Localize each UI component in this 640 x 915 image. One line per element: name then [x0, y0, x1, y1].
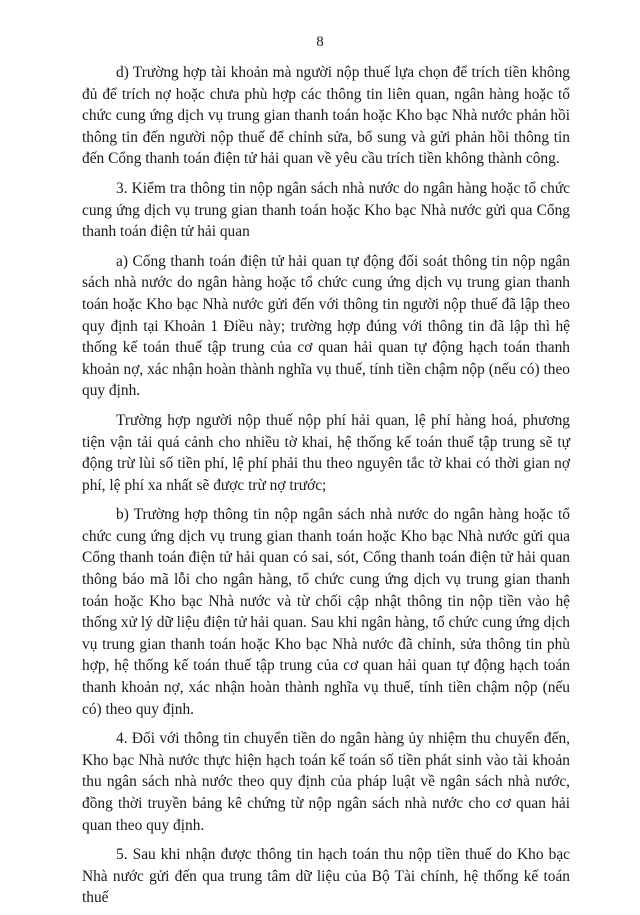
paragraph-3: 3. Kiểm tra thông tin nộp ngân sách nhà nước do ngân hàng hoặc tổ chức cung ứng dịch vụ trung gian thanh toán hoặc Kho bạc Nhà nước gửi qua Cổng thanh toán điện tử hải quan [82, 179, 570, 241]
paragraph-3a: a) Cổng thanh toán điện tử hải quan tự động đối soát thông tin nộp ngân sách nhà nước do ngân hàng hoặc tổ chức cung ứng dịch vụ trung gian thanh toán hoặc Kho bạc Nhà nước gửi đến với thông tin người nộp thuế đã lập theo quy định tại Khoản 1 Điều này; trường hợp đúng với thông tin đã lập thì hệ thống kế toán thuế tập trung của cơ quan hải quan tự động hạch toán thanh khoản nợ, xác nhận hoàn thành nghĩa vụ thuế, tính tiền chậm nộp (nếu có) theo quy định. [82, 252, 570, 400]
paragraph-5: 5. Sau khi nhận được thông tin hạch toán thu nộp tiền thuế do Kho bạc Nhà nước gửi đến qua trung tâm dữ liệu của Bộ Tài chính, hệ thống kế toán thuế [82, 846, 570, 907]
paragraph-1d: d) Trường hợp tài khoản mà người nộp thuế lựa chọn để trích tiền không đủ để trích nợ hoặc chưa phù hợp các thông tin liên quan, ngân hàng hoặc tổ chức cung ứng dịch vụ trung gian thanh toán hoặc Kho bạc Nhà nước phản hồi thông tin đến người nộp thuế để chỉnh sửa, bổ sung và gửi phản hồi thông tin đến Cổng thanh toán điện tử hải quan về yêu cầu trích tiền không thành công. [82, 64, 570, 168]
document-body [82, 62, 570, 915]
paragraph-4: 4. Đối với thông tin chuyển tiền do ngân hàng ủy nhiệm thu chuyển đến, Kho bạc Nhà nước thực hiện hạch toán kế toán số tiền phát sinh vào tài khoản thu ngân sách nhà nước theo quy định của pháp luật về ngân sách nhà nước, đồng thời truyền bảng kê chứng từ nộp ngân sách nhà nước cho cơ quan hải quan theo quy định. [82, 730, 570, 834]
paragraph-fee-case: Trường hợp người nộp thuế nộp phí hải quan, lệ phí hàng hoá, phương tiện vận tải quá cảnh cho nhiều tờ khai, hệ thống kế toán thuế tập trung sẽ tự động trừ lùi số tiền phí, lệ phí phải thu theo nguyên tắc tờ khai có thời gian nợ phí, lệ phí xa nhất sẽ được trừ nợ trước; [82, 411, 570, 494]
page-number: 8 [316, 34, 324, 50]
paragraph-3b: b) Trường hợp thông tin nộp ngân sách nhà nước do ngân hàng hoặc tổ chức cung ứng dịch vụ trung gian thanh toán hoặc Kho bạc Nhà nước gửi qua Cổng thanh toán điện tử hải quan có sai, sót, Cổng thanh toán điện tử hải quan thông báo mã lỗi cho ngân hàng, tổ chức cung ứng dịch vụ trung gian thanh toán hoặc Kho bạc Nhà nước và từ chối cập nhật thông tin nộp tiền vào hệ thống xử lý dữ liệu điện tử hải quan. Sau khi ngân hàng, tổ chức cung ứng dịch vụ trung gian thanh toán hoặc Kho bạc Nhà nước đã chỉnh, sửa thông tin phù hợp, hệ thống kế toán thuế tập trung của cơ quan hải quan tự động hạch toán thanh khoản nợ, xác nhận hoàn thành nghĩa vụ thuế, tính tiền chậm nộp (nếu có) theo quy định. [82, 506, 570, 718]
